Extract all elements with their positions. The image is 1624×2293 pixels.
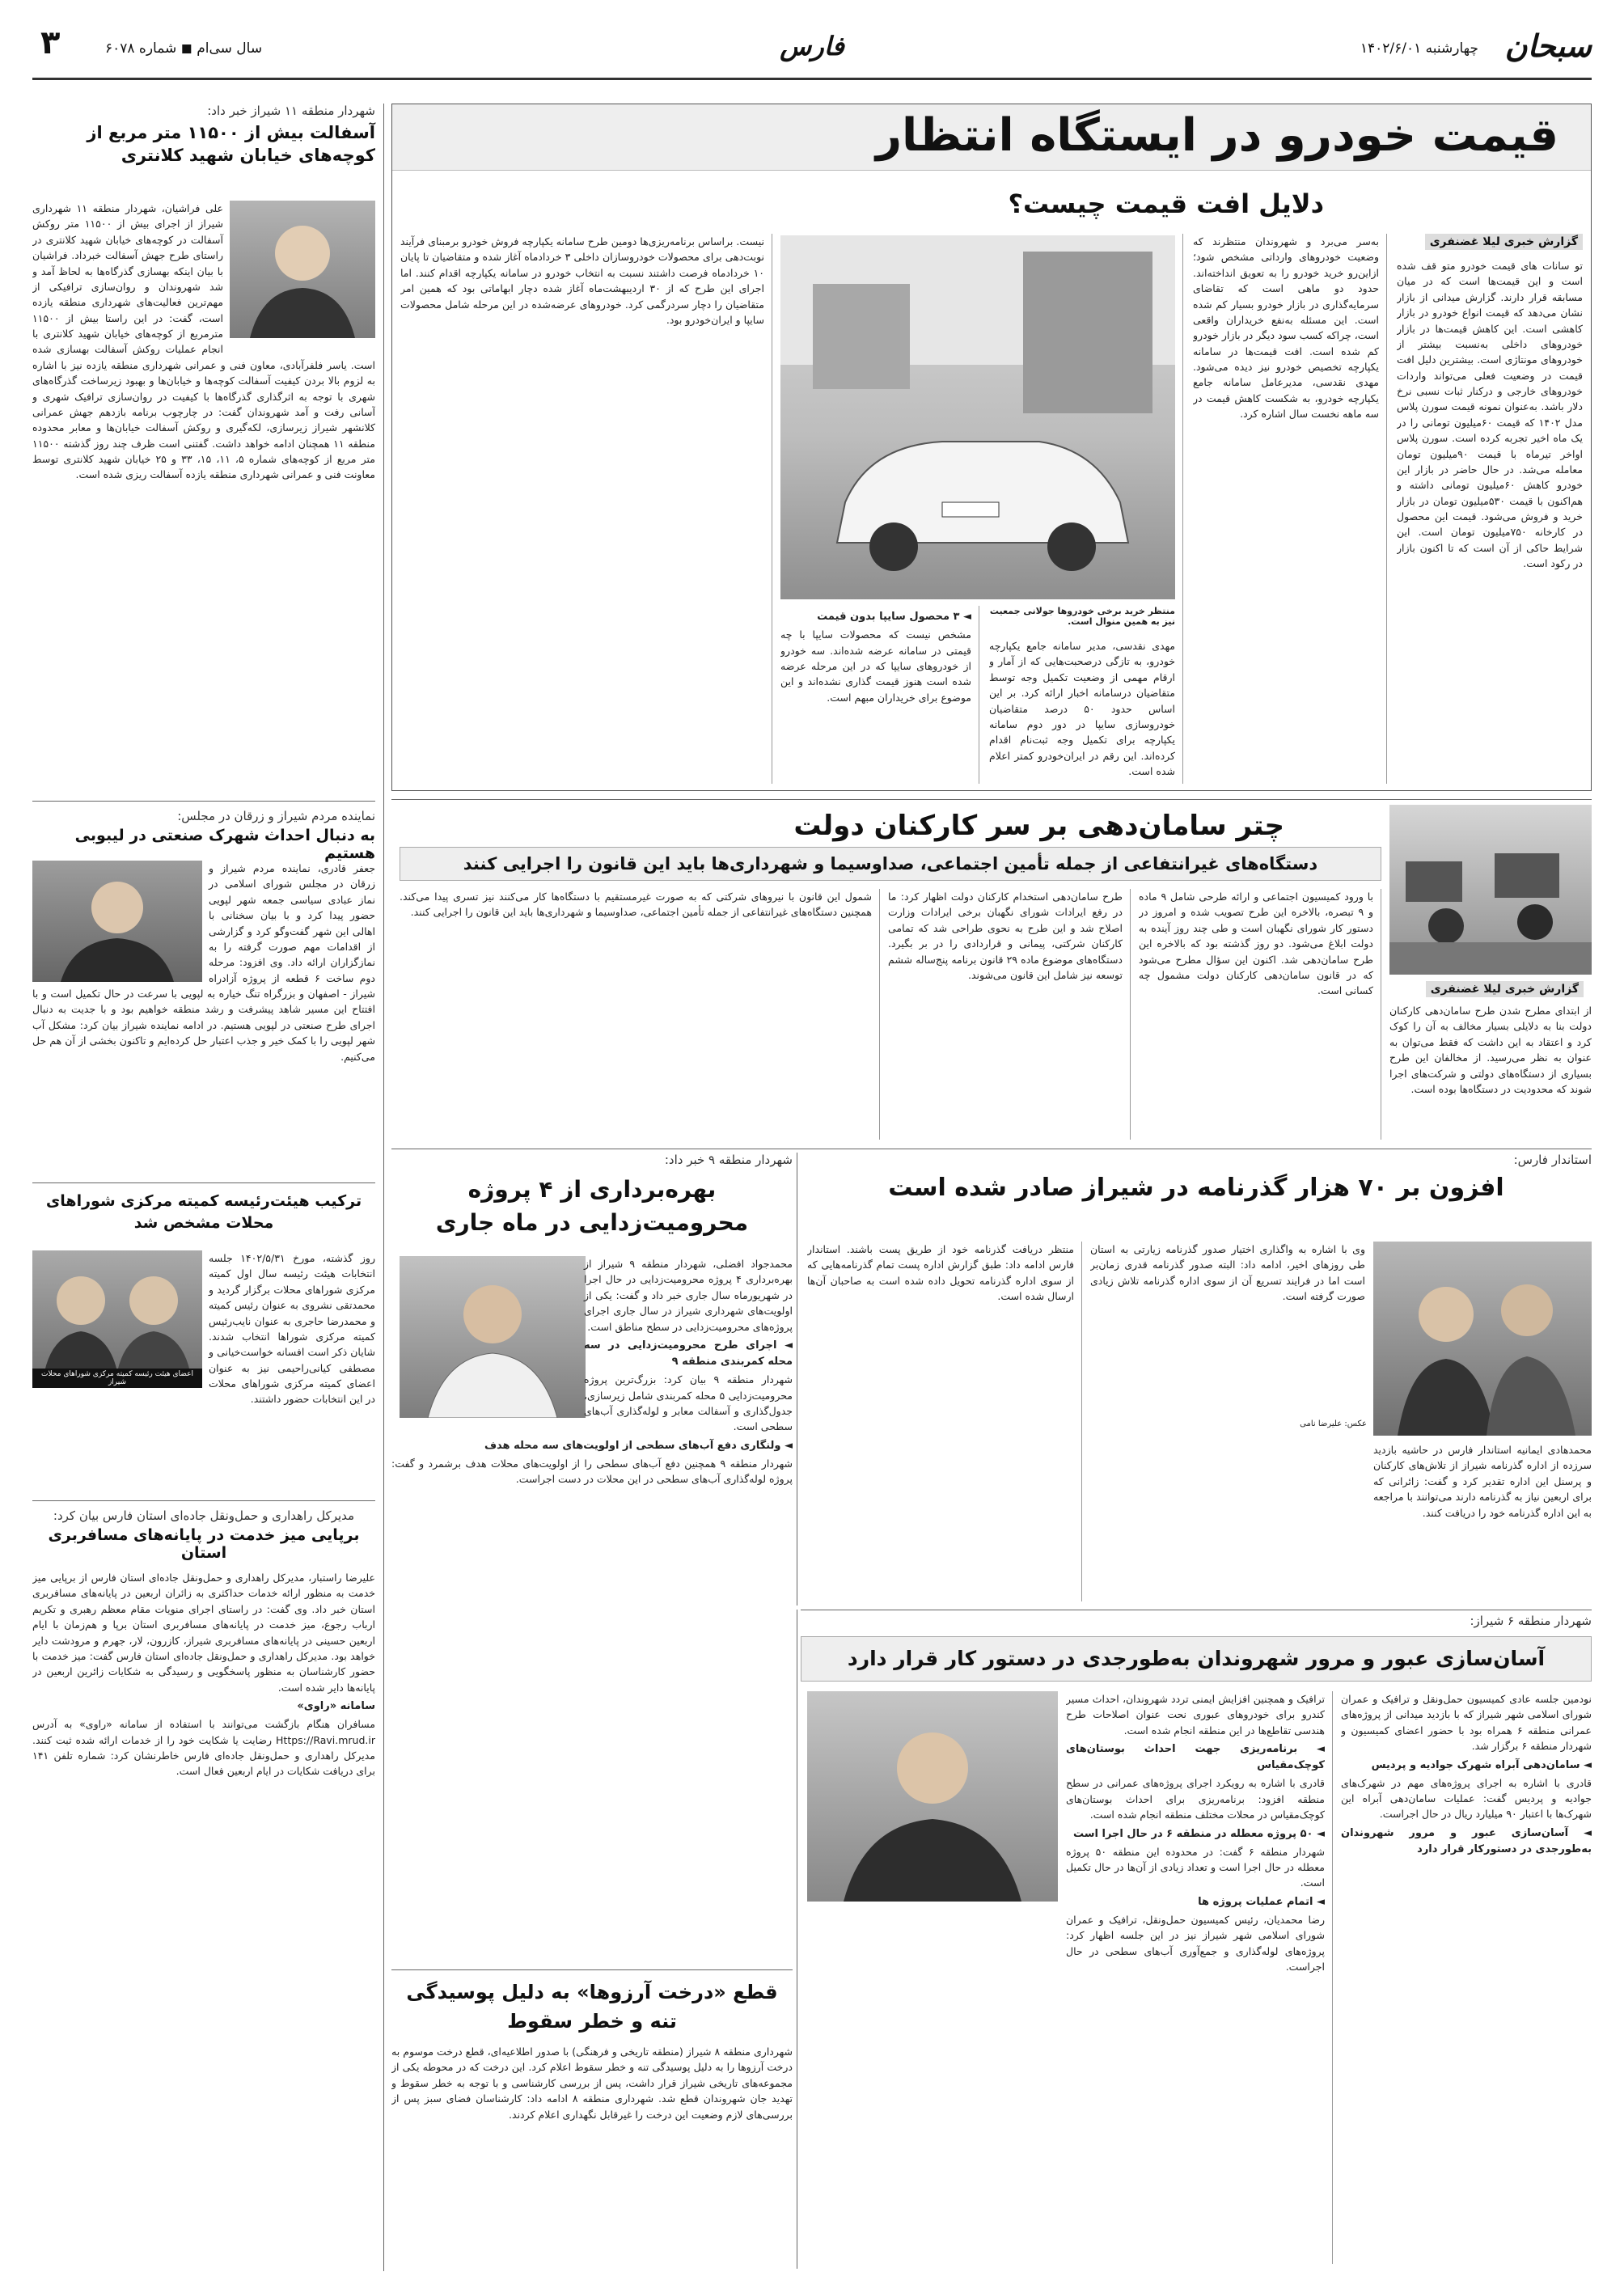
- mayor-6-photo: [807, 1691, 1058, 1902]
- office-photo-graphic: [1389, 805, 1592, 975]
- main-col-1: تو سانات های قیمت خودرو متو قف شده است و این قیمت‌ها است که در میان مسابقه قرار دارند. گزارش میدانی از بازار نشان می‌دهد که قیمت انواع خودرو در بازار کاهشی است. این کاهش قیمت‌ها در بازار خودروهای داخلی به‌نسبت بیشتر از خودروهای مونتاژی است. بیشترین دلیل افت قیمت در وضعیت فعلی می‌تواند واردات خودروهای خارجی و درکنار ثبات نسبی نرخ دلار باشد. به‌عنوان نمونه قیمت سورن پلاس مدل ۱۴۰۲ که قیمت ۶۰میلیون تومانی را در یک ماه اخیر تجربه کرده است. سورن پلاس اواخر تیرماه با قیمت ۹۰میلیون تومان معامله می‌شد. در حال حاضر در بازار این خودرو کاهش ۶۰میلیون تومانی داشته و هم‌اکنون با قیمت ۵۳۰میلیون تومان در بازار خرید و فروش می‌شود. قیمت این محصول در کارخانه ۷۵۰میلیون تومان است. این شرایط حاکی از آن است که تا اکنون بازار در رکود است.: [1397, 260, 1583, 570]
- title-passport: افزون بر ۷۰ هزار گذرنامه در شیراز صادر شده است: [888, 1174, 1504, 1202]
- sub-deprivation-1: ◄ اجرای طرح محرومیت‌زدایی در سه محله کمربندی منطقه ۹: [584, 1339, 793, 1369]
- body-asphalt-text: علی فراشیان، شهردار منطقه ۱۱ شهرداری شیراز از اجرای بیش از ۱۱۵۰۰ متر روکش آسفالت در کوچه‌های خیابان شهید کلانتری در راستای طرح جهش آسفالت خبرداد. فراشیان با بیان اینکه بهسازی گذرگاه‌ها به لحاظ آمد و شد شهروندان و روان‌سازی ترافیکی از مهم‌ترین فعالیت‌های شهرداری منطقه یازده است، گفت: در این راستا بیش از ۱۱۵۰۰ مترمربع از کوچه‌های خیابان شهید کلانتری با انجام عملیات روکش آسفالت بهسازی شده است. یاسر فلفرآبادی، معاون فنی و عمرانی شهرداری منطقه یازده نیز با اشاره به لزوم بالا بردن کیفیت آسفالت کوچه‌ها و خیابان‌ها و بهبود زیرساخت گذرگاه‌های شهری با توجه به اثرگذاری گذرگاه‌ها با کیفیت در روان‌سازی ترافیک شهری و آسانی رفت و آمد شهروندان گفت: در چارچوب برنامه بازدهم جهش عمرانی کلانشهر شیراز زیرسازی، لکه‌گیری و روکش آسفالت خیابان‌ها و معابر محدوده منطقه ۱۱ همچنان ادامه خواهد داشت. گفتنی است ظرف چند روز گذشته ۱۱۵۰۰ متر مربع از کوچه‌های شماره ۵، ۱۱، ۱۵، ۳۳ و ۲۵ خیابان شهید کلانتری توسط معاونت فنی و عمرانی شهرداری منطقه یازده آسفالت ریزی شده است.: [32, 202, 375, 481]
- band-subheadline: دستگاه‌های غیرانتفاعی از جمله تأمین اجتماعی، صداوسیما و شهرداری‌ها باید این قانون را اجرایی کنند: [463, 854, 1318, 874]
- kicker-industrial: نماینده مردم شیراز و زرقان در مجلس:: [177, 809, 375, 823]
- year-issue: سال سی‌ام ◼ شماره ۶۰۷۸: [105, 40, 263, 57]
- passport-col-1: [1373, 1442, 1592, 1604]
- passport-col-2: وی با اشاره به واگذاری اختیار صدور گذرنامه زیارتی به استان طی روزهای اخیر، ادامه داد: البته صدور گذرنامه قدری زمان‌بر است اما در فرایند تسریع آن از سوی اداره گذرنامه تلاش زیادی صورت گرفته است.: [1090, 1243, 1365, 1303]
- sub-traffic-4: ◄ ۵۰ پروژه معطله در منطقه ۶ در حال اجرا است: [1072, 1827, 1325, 1840]
- title-terminals: برپایی میز خدمت در پایانه‌های مسافربری استان: [48, 1526, 360, 1562]
- title-tree: قطع «درخت آرزوها» به دلیل پوسیدگی تنه و خطر سقوط: [406, 1981, 778, 2033]
- sub-traffic-5: ◄ اتمام عملیات پروژه ها: [1198, 1895, 1325, 1908]
- band-col-1: از ابتدای مطرح شدن طرح سامان‌دهی کارکنان دولت بنا به دلایلی بسیار مخالف به آن را کوک کرد و اعتقاد به این داشت که فقط می‌توان به عنوان به نظر می‌رسید. از مخالفان این طرح بسیاری از دستگاه‌های دولتی و شرکت‌های اجرا شوند که محدودیت در دستگاه‌ها بوده است.: [1389, 1005, 1592, 1095]
- sidebar-story-councils: [32, 1191, 375, 1498]
- governor-photo-graphic: [1373, 1242, 1592, 1436]
- band-subheadline-bar: [400, 847, 1381, 881]
- kicker-deprivation: شهردار منطقه ۹ خبر داد:: [664, 1153, 793, 1167]
- sub-deprivation-2: ◄ ولنگاری دفع آب‌های سطحی از اولویت‌های سه محله هدف: [484, 1439, 793, 1452]
- section-name: فارس: [780, 31, 844, 61]
- mayor-6-photo-graphic: [807, 1691, 1058, 1902]
- deprivation-body-1: محمدجواد افضلی، شهردار منطقه ۹ شیراز از بهره‌برداری ۴ پروژه محرومیت‌زدایی در حال اجرا در شهریورماه سال جاری خبر داد و گفت: یکی از اولویت‌های شهرداری شیراز در سال جاری اجرای پروژه‌های محرومیت‌زدایی در سطح مناطق است.: [584, 1258, 793, 1333]
- tree-body: شهرداری منطقه ۸ شیراز (منطقه تاریخی و فرهنگی) با صدور اطلاعیه‌ای، قطع درخت موسوم به درخت آرزوها را به دلیل پوسیدگی تنه و خطر سقوط اعلام کرد. این درخت که در محوطه یکی از مجموعه‌های تاریخی شیراز قرار داشت، پس از بررسی کارشناسی و با توجه به خطر سقوط و تهدید جان شهروندان قطع شد. شهرداری منطقه ۸ ادامه داد: کارشناسان فضای سبز پس از بررسی‌های لازم وضعیت این درخت را غیرقابل نگهداری اعلام کردند.: [391, 2046, 793, 2121]
- body-terminals-text: علیرضا راستبار، مدیرکل راهداری و حمل‌ونقل جاده‌ای استان فارس از برپایی میز خدمت به منظور ارائه خدمات حداکثری به زائران اربعین در پایانه‌های مسافربری استان خبر داد. وی گفت: در راستای اجرای منویات مقام معظم رهبری و تکریم ارباب رجوع، میز خدمت در پایانه‌های مسافربری استان برپا و هم‌زمان با ایام اربعین حسینی در پایانه‌های مسافربری شیراز، کازرون، لار، جهرم و مرودشت دایر خواهد بود. مدیرکل راهداری و حمل‌ونقل جاده‌ای استان فارس گفت: میز خدمت با حضور کارشناسان به منظور پاسخگویی و رسیدگی به شکایات زائرین اربعین در پایانه‌ها دایر شده است.: [32, 1572, 375, 1694]
- traffic-body-5: شهردار منطقه ۶ گفت: در محدوده این منطقه ۵۰ پروژه معطله در حال اجرا است و تعداد زیادی از آن‌ها در حال تکمیل است.: [1066, 1845, 1325, 1889]
- title-asphalt: آسفالت بیش از ۱۱۵۰۰ متر مربع از کوچه‌های خیابان شهید کلانتری: [87, 123, 375, 166]
- sub-traffic-3: ◄ برنامه‌ریزی جهت احداث بوستان‌های کوچک‌مقیاس: [1066, 1743, 1325, 1772]
- sub-heading-saipa: ◄ ۳ محصول سایپا بدون قیمت: [817, 611, 971, 623]
- traffic-body-2: قادری با اشاره به اجرای پروژه‌های مهم در شهرک‌های جوادیه و پردیس گفت: عملیات سامان‌دهی آبراه این شهرک‌ها با اعتبار ۹۰ میلیارد ریال در حال اجراست.: [1341, 1776, 1592, 1821]
- traffic-title-bar: [801, 1636, 1592, 1682]
- band-byline: گزارش خبری لیلا غضنفری: [1426, 981, 1584, 997]
- body-terminals: [32, 1570, 375, 2257]
- title-traffic: آسان‌سازی عبور و مرور شهروندان به‌طورجدی در دستور کار قرار دارد: [847, 1647, 1546, 1670]
- deprivation-body: [391, 1256, 793, 1960]
- traffic-col-2: [1066, 1691, 1325, 2264]
- car-photo-graphic: [780, 235, 1175, 599]
- sub-ravi: سامانه «راوی»: [297, 1700, 375, 1712]
- band-col-3: طرح سامان‌دهی استخدام کارکنان دولت اظهار کرد: ما در رفع ایرادات شورای نگهبان برخی ایرادات وزارت اصلاح شد و این طرح به نحوی طراحی شد که تمامی کارکنان شرکتی، پیمانی و قراردادی را در بر بگیرد. دستگاه‌های موضوع ماده ۲۹ قانون برنامه پنج‌ساله ششم توسعه نیز شامل این قانون می‌شوند.: [888, 891, 1123, 981]
- band-col-4: شمول این قانون با نیروهای شرکتی که به صورت غیرمستقیم با دستگاه‌ها کار می‌کنند نیز تسری پیدا می‌کند. همچنین دستگاه‌های غیرانتفاعی از جمله تأمین اجتماعی، صداوسیما و شهرداری‌ها باید این قانون را اجرایی کنند.: [400, 891, 872, 919]
- title-councils: ترکیب هیئت‌رئیسه کمیته مرکزی شوراهای محلات مشخص شد: [45, 1192, 362, 1232]
- sub-traffic-1: ◄ سامان‌دهی آبراه شهرک جوادیه و پردیس: [1371, 1758, 1592, 1771]
- title-industrial: به دنبال احداث شهرک صنعتی در لیبوبی هستیم: [74, 827, 375, 862]
- deprivation-body-2: شهردار منطقه ۹ بیان کرد: بزرگ‌ترین پروژه محرومیت‌زدایی ۵ محله کمربندی شامل زیرسازی، جدول‌گذاری و آسفالت معابر و لوله‌گذاری آب‌های سطحی است.: [584, 1373, 793, 1433]
- passport-col-3: منتظر دریافت گذرنامه خود از طریق پست باشند. استاندار فارس ادامه داد: طبق گزارش اداره پست تمام گذرنامه‌هایی که از سوی اداره گذرنامه تحویل داده شده است به صاحبان آن‌ها ارسال شده است.: [807, 1243, 1074, 1303]
- main-headline: قیمت خودرو در ایستگاه انتظار: [875, 109, 1558, 162]
- passport-col-1-text: محمدهادی ایمانیه استاندار فارس در حاشیه بازدید سرزده از اداره گذرنامه شیراز از تلاش‌های کارکنان و پرسنل این اداره تقدیر کرد و گفت: زائرانی که برای اربعین نیاز به گذرنامه دارند می‌توانند با مراجعه به این اداره گذرنامه خود را دریافت کنند.: [1373, 1444, 1592, 1519]
- passport-story: [801, 1153, 1592, 1606]
- page-number: ۳: [40, 24, 61, 61]
- tree-story: [391, 1978, 793, 2269]
- traffic-body-6: رضا محمدیان، رئیس کمیسیون حمل‌ونقل، ترافیک و عمران شورای اسلامی شهر شیراز نیز در این جلسه اظهار کرد: پروژه‌های لوله‌گذاری و جمع‌آوری آب‌های سطحی در حال اجراست.: [1066, 1913, 1325, 1974]
- sidebar-story-terminals: [32, 1508, 375, 2269]
- band-headline: چتر سامان‌دهی بر سر کارکنان دولت: [793, 810, 1284, 842]
- traffic-col-1: [1341, 1691, 1592, 2264]
- page-header: [32, 24, 1592, 78]
- traffic-story: [801, 1614, 1592, 2269]
- body-councils-text: روز گذشته، مورخ ۱۴۰۲/۵/۳۱ جلسه انتخابات هیئت رئیسه سال اول کمیته مرکزی شوراهای محلات برگزار گردید و محمدتقی نشروی به عنوان رئیس کمیته و محمدرضا حاجری به عنوان نایب‌رئیس کمیته مرکزی شوراها انتخاب شدند. شایان ذکر است افسانه خواست‌خیانی و مصطفی کیانی‌راحیمی نیز به عنوان اعضای کمیته مرکزی شوراهای محلات در این انتخابات حضور داشتند.: [209, 1252, 375, 1406]
- main-col-3-text: مهدی نقدسی، مدیر سامانه جامع یکپارچه خودرو، به تازگی درصحبت‌هایی که از آمار و ارقام مهمی از وضعیت تکمیل وجه توسط متقاضیان درسامانه اخبار ارائه کرد. بر این اساس حدود ۵۰ درصد متقاضیان خودروسازی سایپا در دور دوم سامانه یکپارچه برای تکمیل وجه ثبت‌نام اقدام کرده‌اند. این رقم در ایران‌خودرو کمتر اعلام شده است.: [989, 640, 1175, 777]
- car-lot-photo: [780, 235, 1175, 599]
- main-col-3b: [780, 606, 971, 784]
- sub-traffic-2: ◄ آسان‌سازی عبور و مرور شهروندان به‌طورجدی در دستورکار قرار دارد: [1341, 1826, 1592, 1855]
- main-col-2: به‌سر می‌برد و شهروندان منتظرند که وضعیت خودروهای وارداتی مشخص شود؛ ازاین‌رو خرید خودرو را به تعویق انداخته‌اند. حدود دو ماهی است که تقاضای سرمایه‌گذاری در بازار خودرو بسیار کم شده است. این مسئله به‌نفع خریداران واقعی است، چراکه کسب سود دیگر در بازار خودرو کم شده است. افت قیمت‌ها در سامانه یکپارچه تخصیص خودرو نیز دیده می‌شود. مهدی نقدسی، مدیرعامل سامانه جامع یکپارچه خودرو، به شکست کاهش قیمت در سه ماهه نخست سال اشاره کرد.: [1193, 235, 1379, 421]
- governor-photo: [1373, 1242, 1592, 1436]
- body-councils: [32, 1250, 375, 1493]
- office-workers-photo: [1389, 805, 1592, 975]
- photo-caption: منتظر خرید برخی خودروها جولانی جمعیت نیز به همین منوال است.: [989, 606, 1175, 627]
- kicker-terminals: مدیرکل راهداری و حمل‌ونقل جاده‌ای استان فارس بیان کرد:: [53, 1508, 355, 1523]
- main-headline-band: [392, 104, 1591, 171]
- newspaper-logo: سبحان: [1504, 27, 1592, 64]
- kicker-passport: استاندار فارس:: [1513, 1153, 1592, 1167]
- sidebar-story-industrial: [32, 809, 375, 1181]
- kicker-asphalt: شهردار منطقه ۱۱ شیراز خبر داد:: [207, 104, 375, 118]
- main-story: [391, 104, 1592, 791]
- traffic-body-3: ترافیک و همچنین افزایش ایمنی تردد شهروندان، احداث مسیر کندرو برای خودروهای عبوری نحت عنوان اصلاحات طرح هندسی تقاطع‌ها در این منطقه انجام شده است.: [1066, 1693, 1325, 1737]
- body-asphalt: [32, 201, 375, 783]
- kicker-traffic: شهردار منطقه ۶ شیراز:: [1470, 1614, 1592, 1628]
- main-col-3: [989, 638, 1175, 784]
- body-industrial: [32, 861, 375, 1176]
- sidebar-story-asphalt: [32, 104, 375, 791]
- deprivation-body-3: شهردار منطقه ۹ همچنین دفع آب‌های سطحی را از اولویت‌های محلات هدف برشمرد و گفت: پروژه لوله‌گذاری آب‌های سطحی در این محلات در دست اجراست.: [391, 1457, 793, 1486]
- body-terminals-text-2: مسافران هنگام بازگشت می‌توانند با استفاده از سامانه «راوی» به آدرس Https://Ravi.mrud.ir رضایت یا شکایت خود را از خدمات ارائه شده ثبت کنند. مدیرکل راهداری و حمل‌ونقل جاده‌ای فارس خاطرنشان کرد: شماره تلفن ۱۴۱ برای دریافت شکایات در ایام اربعین فعال است.: [32, 1718, 375, 1778]
- council-photo-caption: اعضای هیئت رئیسه کمیته مرکزی شوراهای محلات شیراز: [32, 1369, 202, 1388]
- traffic-body-4: قادری با اشاره به رویکرد اجرای پروژه‌های عمرانی در سطح منطقه افزود: برنامه‌ریزی برای احداث بوستان‌های کوچک‌مقیاس در محلات مختلف منطقه انجام شده است.: [1066, 1777, 1325, 1821]
- main-col-4: نیست. براساس برنامه‌ریزی‌ها دومین طرح سامانه یکپارچه فروش خودرو برمبنای فرآیند نوبت‌دهی برای محصولات خودروسازان داخلی ۳ خردادماه آغاز شده و متقاضیان تا پایان ۱۰ خردادماه فرصت داشتند نسبت به انتخاب خودرو در سامانه یکپارچه اقدام کنند. اما اجرای این طرح که از ۳۰ اردیبهشت‌ماه آغاز شده دچار ابهاماتی بود که همین امر متقاضیان را دچار سردرگمی کرد. خودروهای عرضه‌شده در این مرحله شامل محصولات سایپا و ایران‌خودرو بود.: [400, 235, 764, 326]
- deprivation-story: [391, 1153, 793, 1965]
- traffic-body-1: نودمین جلسه عادی کمیسیون حمل‌ونقل و ترافیک و عمران شورای اسلامی شهر شیراز که با بازدید میدانی از پروژه‌های عمرانی منطقه ۶ همراه بود با حضور اعضای کمیسیون و شهردار منطقه ۶ برگزار شد.: [1341, 1693, 1592, 1753]
- governor-photo-credit: عکس: علیرضا نامی: [1300, 1419, 1367, 1428]
- civil-servants-story: [391, 805, 1592, 1144]
- body-industrial-text: جعفر قادری، نماینده مردم شیراز و زرقان در مجلس شورای اسلامی در نماز عبادی سیاسی جمعه شهر لپویی حضور پیدا کرد و با بیان سخنانی با اهالی این شهر گفت‌وگو کرد و گزارشی از اقدامات مهم صورت گرفته را به نمازگزاران ارائه داد. وی افزود: مرحله دوم ساخت ۶ قطعه از پروژه آزادراه شیراز - اصفهان و بزرگراه تنگ خیاره به لپویی با سرعت در حال تکمیل است و با افتتاح این مسیر شاهد پیشرفت و رشد منطقه خواهیم بود و با جدیت به دنبال اجرای طرح صنعتی در لپویی هستیم. در ادامه نماینده شیراز بیان کرد: مشکل آب شهر لپویی را با کمک خیر و جذب اعتبار حل کرده‌ایم و تاکنون بخشی از آن هم حل می‌کنیم.: [32, 862, 375, 1063]
- main-subheadline: دلایل افت قیمت چیست؟: [1008, 188, 1324, 219]
- header-rule: [32, 78, 1592, 80]
- band-col-2: با ورود کمیسیون اجتماعی و ارائه طرحی شامل ۹ ماده و ۹ تبصره، بالاخره این طرح تصویب شده و امروز در دستور کار شورای نگهبان است و طی چند روز آینده به دولت ابلاغ می‌شود. دو روز گذشته بود که بالاخره این طرح سامان‌دهی شد. اکنون این سؤال مطرح می‌شود که در قانون سامان‌دهی کارکنان دولت مشمول چه کسانی است.: [1139, 891, 1373, 997]
- title-deprivation: بهره‌برداری از ۴ پروژه محرومیت‌زدایی در ماه جاری: [435, 1176, 749, 1236]
- main-byline: گزارش خبری لیلا غضنفری: [1425, 234, 1583, 250]
- issue-date: چهارشنبه ۱۴۰۲/۶/۰۱: [1360, 40, 1478, 57]
- main-col-3b-text: مشخص نیست که محصولات سایپا با چه قیمتی در سامانه عرضه شده‌اند. سه خودرو از خودروهای سایپا که در این مرحله عرضه شده است هنوز قیمت گذاری نشده‌اند و این موضوع برای خریداران مبهم است.: [780, 628, 971, 704]
